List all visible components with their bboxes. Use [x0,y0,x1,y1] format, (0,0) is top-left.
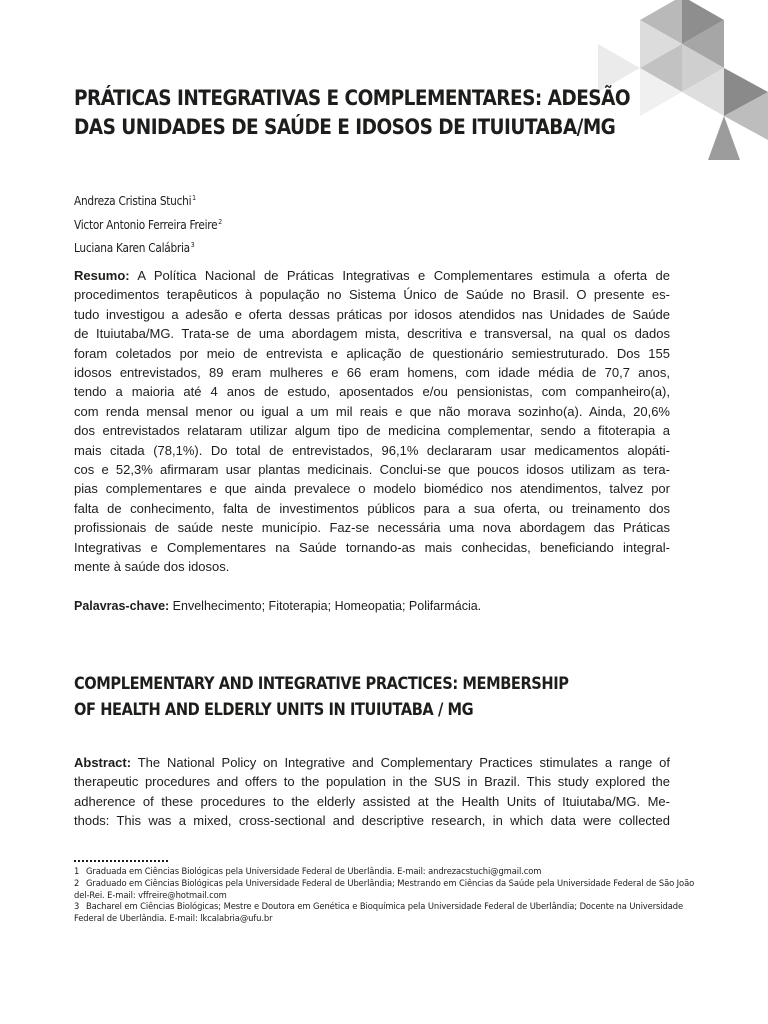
footnote-3 [74,901,706,913]
resumo-line: tudo investigou a adesão e oferta dessas práticas por idosos atendidos nas Unidades de Saúde [74,306,670,322]
footnote-text: Graduado em Ciências Biológicas pela Universidade Federal de Uberlândia; Mestrando em Ciências da Saúde pela Universidade Federal de São João [86,877,695,888]
paper-title-en-line2: OF HEALTH AND ELDERLY UNITS IN ITUIUTABA / MG [74,700,474,720]
footnote-2-cont: del-Rei. E-mail: vffreire@hotmail.com [74,889,227,900]
author-3 [74,235,222,259]
resumo-label: Resumo: [74,268,130,283]
paper-title-pt [74,84,631,142]
paper-title-pt-line2: DAS UNIDADES DE SAÚDE E IDOSOS DE ITUIUTABA/MG [74,115,616,139]
abstract-line: thods: This was a mixed, cross-sectional and descriptive research, in which data were collected [74,813,670,829]
resumo-line: idosos entrevistados, 89 eram mulheres e 66 eram homens, com idade média de 70,7 anos, [74,365,670,381]
paper-title-en [74,671,590,723]
author-2 [74,212,222,236]
corner-triangle-graphic [590,0,768,160]
resumo-paragraph [74,266,670,577]
author-name: Andreza Cristina Stuchi [74,194,192,208]
resumo-line: com renda mensal menor ou igual a um mil reais e que não morava sozinho(a). Ainda, 20,6% [74,403,670,419]
abstract-paragraph [74,753,670,831]
footnote-separator [74,860,168,862]
keywords [74,597,481,616]
author-name: Victor Antonio Ferreira Freire [74,217,218,232]
footnote-text: Graduada em Ciências Biológicas pela Universidade Federal de Uberlândia. E-mail: andrezacstuchi@gmail.com [86,866,542,876]
author-footnote-ref: 1 [192,194,196,202]
footnote-number: 3 [74,901,80,912]
author-list [74,188,222,259]
footnote-number: 1 [74,866,80,876]
footnote-2 [74,878,706,890]
resumo-line: pias complementares e que ainda prevalece o modelo biomédico nos atendimentos, talvez por [74,481,670,497]
keywords-label: Palavras-chave: [74,599,170,613]
resumo-line: Integrativas e Complementares na Saúde tornando-as mais conhecidas, beneficiando integral- [74,539,670,555]
footnote-text: Bacharel em Ciências Biológicas; Mestre e Doutora em Genética e Bioquímica pela Universidade Federal de Uberlândia; Docente na Universidade [86,901,684,912]
resumo-line: falta de conhecimento, falta de investimentos públicos para a sua oferta, ou treinamento dos [74,500,670,516]
author-1 [74,188,222,212]
resumo-line: foram coletados por meio de entrevista e aplicação de questionário semiestruturado. Dos 155 [74,345,670,361]
resumo-line: de Ituiutaba/MG. Trata-se de uma abordagem mista, descritiva e transversal, na qual os dados [74,326,670,342]
keywords-text: Envelhecimento; Fitoterapia; Homeopatia; Polifarmácia. [169,599,482,613]
paper-title-en-line1: COMPLEMENTARY AND INTEGRATIVE PRACTICES: MEMBERSHIP [74,674,569,694]
abstract-label: Abstract: [74,755,132,770]
abstract-line: adherence of these procedures to the elderly assisted at the Health Units of Ituiutaba/MG. Me- [74,793,670,809]
resumo-line: dos entrevistados relataram utilizar algum tipo de medicina complementar, sendo a fitoterapia a [74,423,670,439]
resumo-line: Resumo: A Política Nacional de Práticas Integrativas e Complementares estimula a oferta de [74,268,670,283]
author-footnote-ref: 2 [218,217,222,226]
resumo-line: mente à saúde dos idosos. [74,559,230,575]
author-name: Luciana Karen Calábria [74,241,190,255]
resumo-line: profissionais de saúde neste município. Faz-se necessária uma nova abordagem das Práticas [74,520,670,536]
resumo-line: mais citada (78,1%). Do total de entrevistados, 96,1% declararam usar medicamentos alopáti- [74,442,670,458]
footnotes [74,866,706,925]
footnote-number: 2 [74,877,80,888]
paper-title-pt-line1: PRÁTICAS INTEGRATIVAS E COMPLEMENTARES: ADESÃO [74,86,631,110]
abstract-line: therapeutic procedures and offers to the population in the SUS in Brazil. This study explored the [74,774,670,790]
resumo-line: cos e 52,3% afirmaram usar plantas medicinais. Conclui-se que poucos idosos utilizam as tera- [74,462,670,478]
footnote-3-cont: Federal de Uberlândia. E-mail: lkcalabria@ufu.br [74,913,273,924]
resumo-line: tendo a maioria até 4 anos de estudo, aposentados e/ou pensionistas, com companheiro(a), [74,384,670,400]
author-footnote-ref: 3 [190,241,195,249]
footnote-1 [74,866,706,878]
resumo-line: procedimentos terapêuticos à população no Sistema Único de Saúde no Brasil. O presente es- [74,287,670,303]
abstract-line: Abstract: The National Policy on Integrative and Complementary Practices stimulates a range of [74,755,670,770]
